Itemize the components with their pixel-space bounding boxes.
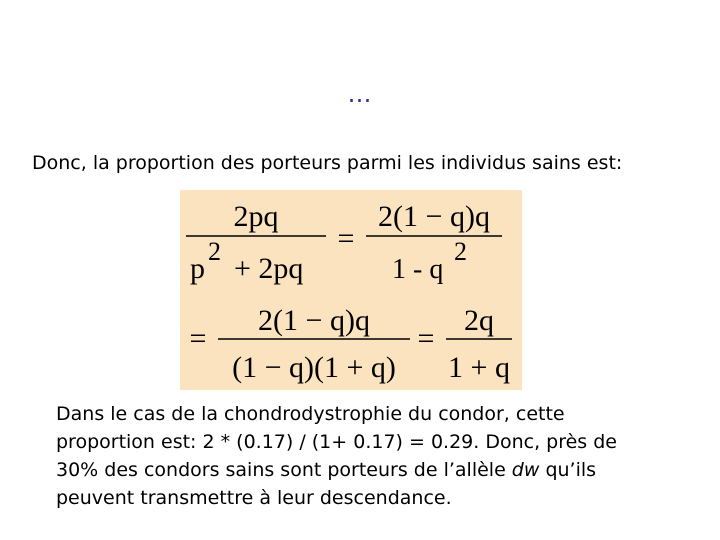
row1-left-den-exp: 2: [208, 237, 221, 266]
row1-equals: =: [337, 222, 355, 255]
conclusion-line-3: [56, 456, 696, 484]
row1-right-den-base: 1 - q: [392, 254, 444, 285]
conclusion-line-3-before: 30% des condors sains sont porteurs de l’allèle: [56, 459, 512, 481]
row2-equals-1: =: [189, 322, 207, 355]
row2-mid-numerator: 2(1 − q)q: [258, 304, 370, 337]
allele-name: dw: [511, 459, 540, 481]
row2-equals-2: =: [417, 322, 435, 355]
row1-right-numerator: 2(1 − q)q: [378, 200, 490, 233]
row1-left-numerator: 2pq: [233, 200, 279, 233]
formula-svg: [180, 190, 522, 390]
row1-left-den-rest: + 2pq: [234, 252, 304, 285]
row2-right-denominator: 1 + q: [448, 351, 510, 384]
formula-box: [180, 190, 522, 390]
row2-mid-denominator: (1 − q)(1 + q): [232, 351, 396, 384]
conclusion-line-3-after: qu’ils: [539, 459, 597, 481]
conclusion-line-2: proportion est: 2 * (0.17) / (1+ 0.17) = 0.29. Donc, près de: [56, 431, 617, 453]
row1-right-den-exp: 2: [454, 237, 467, 266]
conclusion-line-4: peuvent transmettre à leur descendance.: [56, 487, 452, 509]
conclusion-text: [56, 400, 696, 512]
row1-left-den-base: p: [190, 252, 205, 285]
row2-right-numerator: 2q: [464, 304, 494, 337]
ellipsis-heading: …: [347, 80, 373, 108]
conclusion-line-1: Dans le cas de la chondrodystrophie du condor, cette: [56, 403, 565, 425]
intro-text: Donc, la proportion des porteurs parmi les individus sains est:: [32, 152, 623, 174]
